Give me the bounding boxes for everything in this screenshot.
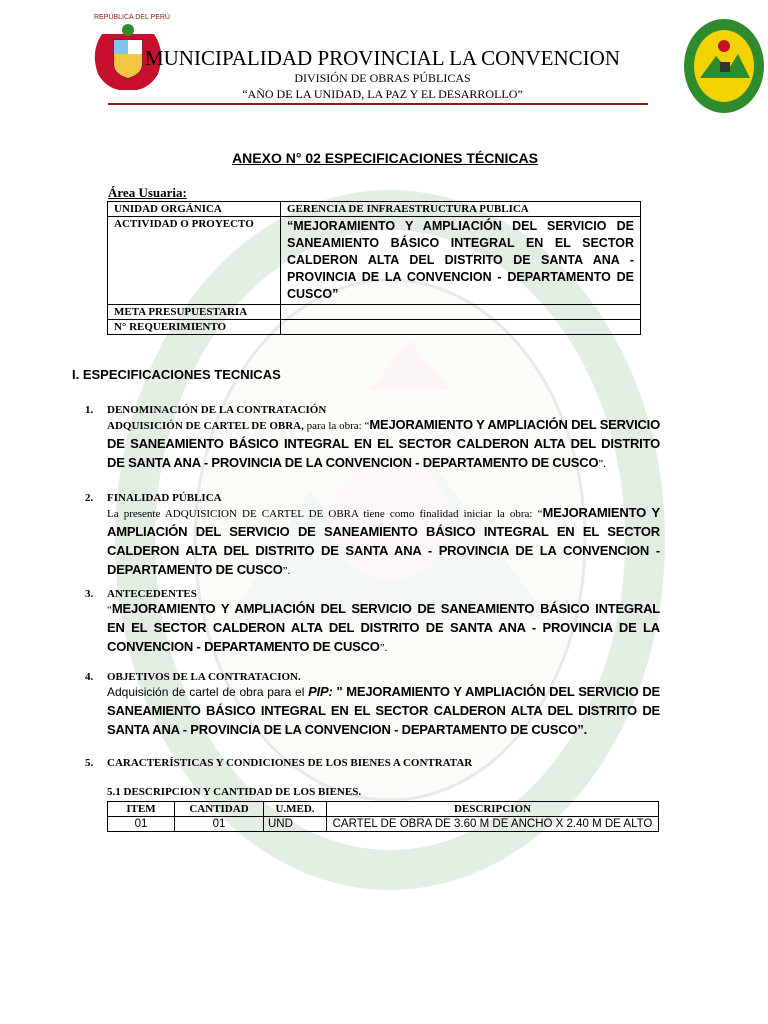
row-value: “MEJORAMIENTO Y AMPLIACIÓN DEL SERVICIO DE SANEAMIENTO BÁSICO INTEGRAL EN EL SECTOR CALDERON ALTA DEL DISTRITO DE SANTA ANA - PROVINCIA DE LA CONVENCION - DEPARTAMENTO DE CUSCO” bbox=[281, 217, 641, 305]
coat-of-arms-caption: REPÚBLICA DEL PERÚ bbox=[94, 14, 170, 21]
goods-table bbox=[107, 801, 659, 832]
row-value bbox=[281, 320, 641, 335]
item-heading: DENOMINACIÓN DE LA CONTRATACIÓN bbox=[107, 404, 327, 416]
table-cell: CARTEL DE OBRA DE 3.60 M DE ANCHO X 2.40 M DE ALTO bbox=[327, 817, 659, 832]
subsection-title: 5.1 DESCRIPCION Y CANTIDAD DE LOS BIENES. bbox=[107, 786, 362, 798]
row-key: ACTIVIDAD O PROYECTO bbox=[108, 217, 281, 305]
item-body: ADQUISICIÓN DE CARTEL DE OBRA, para la obra: “MEJORAMIENTO Y AMPLIACIÓN DEL SERVICIO DE SANEAMIENTO BÁSICO INTEGRAL EN EL SECTOR CALDERON ALTA DEL DISTRITO DE SANTA ANA - PROVINCIA DE LA CONVENCION - DEPARTAMENTO DE CUSCO”. bbox=[107, 417, 660, 470]
item-heading: OBJETIVOS DE LA CONTRATACION. bbox=[107, 671, 301, 683]
table-row bbox=[108, 817, 659, 832]
item-body: “MEJORAMIENTO Y AMPLIACIÓN DEL SERVICIO DE SANEAMIENTO BÁSICO INTEGRAL EN EL SECTOR CALDERON ALTA DEL DISTRITO DE SANTA ANA - PROVINCIA DE LA CONVENCION - DEPARTAMENTO DE CUSCO”. bbox=[107, 601, 660, 654]
row-key: N° REQUERIMIENTO bbox=[108, 320, 281, 335]
table-header-row bbox=[108, 802, 659, 817]
row-value: GERENCIA DE INFRAESTRUCTURA PUBLICA bbox=[281, 202, 641, 217]
list-item bbox=[85, 588, 660, 657]
table-row bbox=[108, 202, 641, 217]
item-heading: CARACTERÍSTICAS Y CONDICIONES DE LOS BIENES A CONTRATAR bbox=[107, 757, 473, 769]
municipal-seal-icon bbox=[680, 16, 768, 116]
item-number: 4. bbox=[85, 671, 94, 683]
table-row bbox=[108, 320, 641, 335]
column-header: CANTIDAD bbox=[175, 802, 264, 817]
area-usuaria-label: Área Usuaria: bbox=[108, 185, 187, 200]
table-row bbox=[108, 305, 641, 320]
area-usuaria-table bbox=[107, 201, 641, 335]
header-rule bbox=[108, 103, 648, 105]
table-cell: 01 bbox=[108, 817, 175, 832]
municipality-name: MUNICIPALIDAD PROVINCIAL LA CONVENCION bbox=[144, 46, 621, 70]
list-item bbox=[85, 404, 660, 473]
list-item bbox=[85, 671, 660, 740]
item-number: 5. bbox=[85, 757, 94, 769]
row-key: UNIDAD ORGÁNICA bbox=[108, 202, 281, 217]
column-header: ITEM bbox=[108, 802, 175, 817]
table-row bbox=[108, 217, 641, 305]
item-number: 2. bbox=[85, 492, 94, 504]
table-cell: 01 bbox=[175, 817, 264, 832]
row-value bbox=[281, 305, 641, 320]
item-heading: FINALIDAD PÚBLICA bbox=[107, 492, 222, 504]
row-key: META PRESUPUESTARIA bbox=[108, 305, 281, 320]
document-title: ANEXO N° 02 ESPECIFICACIONES TÉCNICAS bbox=[232, 150, 538, 166]
section-title: I. ESPECIFICACIONES TECNICAS bbox=[72, 367, 281, 382]
column-header: DESCRIPCION bbox=[327, 802, 659, 817]
item-body: Adquisición de cartel de obra para el PIP: " MEJORAMIENTO Y AMPLIACIÓN DEL SERVICIO DE SANEAMIENTO BÁSICO INTEGRAL EN EL SECTOR CALDERON ALTA DEL DISTRITO DE SANTA ANA - PROVINCIA DE LA CONVENCION - DEPARTAMENTO DE CUSCO”. bbox=[107, 684, 660, 737]
item-number: 1. bbox=[85, 404, 94, 416]
item-heading: ANTECEDENTES bbox=[107, 588, 197, 600]
column-header: U.MED. bbox=[264, 802, 327, 817]
year-motto: “AÑO DE LA UNIDAD, LA PAZ Y EL DESARROLLO” bbox=[242, 87, 523, 101]
list-item bbox=[85, 757, 660, 769]
list-item bbox=[85, 492, 660, 580]
item-body: La presente ADQUISICION DE CARTEL DE OBRA tiene como finalidad iniciar la obra: “MEJORAMIENTO Y AMPLIACIÓN DEL SERVICIO DE SANEAMIENTO BÁSICO INTEGRAL EN EL SECTOR CALDERON ALTA DEL DISTRITO DE SANTA ANA - PROVINCIA DE LA CONVENCION - DEPARTAMENTO DE CUSCO”. bbox=[107, 505, 661, 577]
item-number: 3. bbox=[85, 588, 94, 600]
table-cell: UND bbox=[264, 817, 327, 832]
division-name: DIVISIÓN DE OBRAS PÚBLICAS bbox=[294, 71, 471, 85]
